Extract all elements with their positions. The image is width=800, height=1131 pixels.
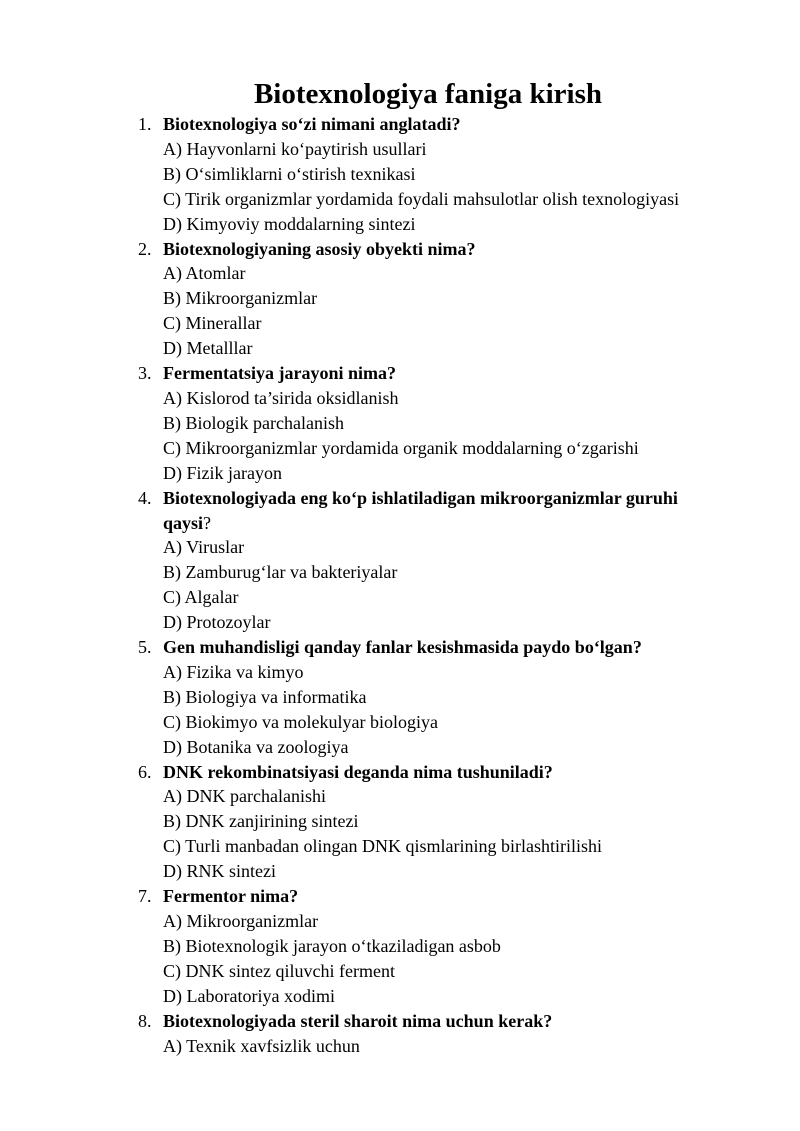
answer-option-a: A) Kislorod ta’sirida oksidlanish — [163, 387, 399, 408]
question-header — [0, 635, 708, 660]
answer-option-c: C) DNK sintez qiluvchi ferment — [163, 960, 395, 981]
document-title: Biotexnologiya faniga kirish — [253, 78, 603, 110]
question-text: Gen muhandisligi qanday fanlar kesishmasida paydo bo‘lgan? — [163, 637, 642, 658]
question-header — [0, 361, 708, 386]
answer-options — [0, 535, 800, 635]
question-header — [0, 112, 708, 137]
question-text: Fermentatsiya jarayoni nima? — [163, 363, 396, 384]
question-text: Biotexnologiyada steril sharoit nima uchun kerak? — [163, 1010, 553, 1031]
answer-option-d: D) Metalllar — [163, 338, 253, 359]
answer-option-d: D) Fizik jarayon — [163, 462, 282, 483]
answer-options — [0, 784, 800, 884]
question-3 — [0, 361, 800, 486]
question-text: Biotexnologiyaning asosiy obyekti nima? — [163, 238, 476, 259]
question-header — [0, 760, 708, 785]
question-5 — [0, 635, 800, 760]
answer-option-d: D) Protozoylar — [163, 612, 271, 633]
question-header — [0, 237, 708, 262]
answer-option-a: A) Fizika va kimyo — [163, 661, 304, 682]
question-number: 7. — [138, 886, 152, 907]
answer-option-b: B) Biologiya va informatika — [163, 686, 367, 707]
answer-option-c: C) Algalar — [163, 587, 239, 608]
question-text: Fermentor nima? — [163, 886, 299, 907]
answer-options — [0, 1034, 800, 1059]
answer-option-a: A) Texnik xavfsizlik uchun — [163, 1035, 360, 1056]
answer-option-b: B) Biologik parchalanish — [163, 412, 344, 433]
question-number: 1. — [138, 114, 152, 134]
answer-option-a: A) Viruslar — [163, 537, 245, 558]
question-header — [0, 884, 708, 909]
question-list — [0, 112, 800, 1058]
answer-options — [0, 386, 800, 486]
question-8 — [0, 1009, 800, 1059]
answer-option-a: A) Hayvonlarni ko‘paytirish usullari — [163, 138, 427, 159]
answer-option-d: D) RNK sintezi — [163, 861, 276, 882]
question-2 — [0, 237, 800, 362]
answer-option-c: C) Minerallar — [163, 313, 262, 334]
question-header — [0, 486, 708, 536]
answer-options — [0, 137, 800, 237]
answer-options — [0, 261, 800, 361]
answer-option-b: B) Zamburug‘lar va bakteriyalar — [163, 562, 398, 583]
answer-option-c: C) Tirik organizmlar yordamida foydali mahsulotlar olish texnologiyasi — [163, 188, 680, 209]
question-text: Biotexnologiya so‘zi nimani anglatadi? — [163, 114, 461, 134]
answer-options — [0, 909, 800, 1009]
answer-option-a: A) Mikroorganizmlar — [163, 911, 319, 931]
answer-option-d: D) Botanika va zoologiya — [163, 736, 349, 757]
answer-option-b: B) O‘simliklarni o‘stirish texnikasi — [163, 163, 416, 184]
question-number: 5. — [138, 637, 152, 658]
answer-option-c: C) Mikroorganizmlar yordamida organik moddalarning o‘zgarishi — [163, 437, 639, 458]
question-header — [0, 1009, 708, 1034]
question-4 — [0, 486, 800, 635]
answer-option-d: D) Kimyoviy moddalarning sintezi — [163, 213, 416, 234]
answer-option-d: D) Laboratoriya xodimi — [163, 985, 335, 1006]
answer-option-c: C) Biokimyo va molekulyar biologiya — [163, 711, 438, 732]
answer-option-b: B) Biotexnologik jarayon o‘tkaziladigan asbob — [163, 935, 501, 956]
question-number: 8. — [138, 1010, 152, 1031]
answer-option-b: B) Mikroorganizmlar — [163, 288, 318, 309]
question-text: DNK rekombinatsiyasi deganda nima tushuniladi? — [163, 761, 553, 782]
answer-option-b: B) DNK zanjirining sintezi — [163, 811, 359, 832]
question-number: 4. — [138, 487, 152, 508]
question-1 — [0, 112, 800, 237]
question-7 — [0, 884, 800, 1009]
question-number: 3. — [138, 363, 152, 384]
answer-option-a: A) Atomlar — [163, 263, 246, 284]
answer-option-c: C) Turli manbadan olingan DNK qismlarining birlashtirilishi — [163, 836, 602, 857]
answer-option-a: A) DNK parchalanishi — [163, 786, 326, 807]
question-text: Biotexnologiyada eng ko‘p ishlatiladigan mikroorganizmlar guruhi qaysi — [163, 487, 678, 533]
question-number: 2. — [138, 238, 152, 259]
question-number: 6. — [138, 761, 152, 782]
question-6 — [0, 760, 800, 885]
answer-options — [0, 660, 800, 760]
question-mark: ? — [203, 512, 212, 533]
